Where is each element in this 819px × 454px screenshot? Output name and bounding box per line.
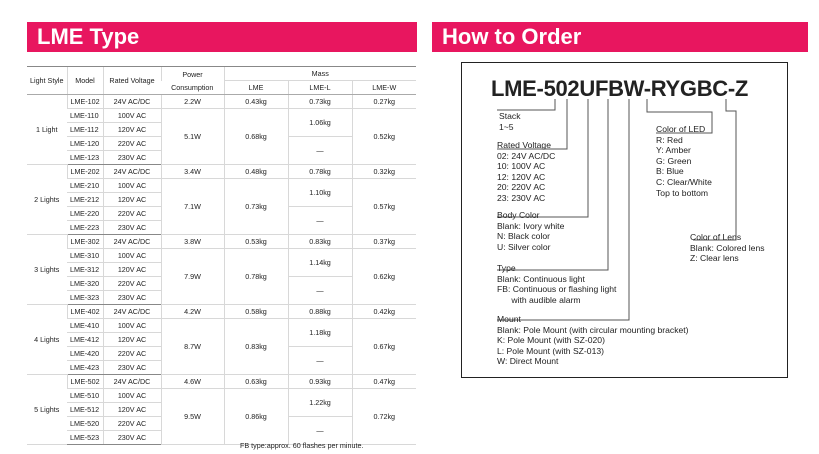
color-of-led-option: G: Green [656,155,692,166]
rated-voltage-cell: 120V AC [103,193,161,207]
mass-lme-w-cell: 0.52kg [352,109,416,165]
model-cell: LME-523 [67,431,103,445]
type-block [497,263,616,305]
model-cell: LME-110 [67,109,103,123]
mount-title: Mount [497,314,521,324]
rated-voltage-cell: 24V AC/DC [103,375,161,389]
rated-voltage-cell: 120V AC [103,123,161,137]
rated-voltage-option: 02: 24V AC/DC [497,150,556,161]
model-cell: LME-410 [67,319,103,333]
mass-lme-cell: 0.73kg [224,179,288,235]
how-to-order-banner: How to Order [432,22,808,52]
rated-voltage-cell: 100V AC [103,249,161,263]
mass-lme-l-cell: 1.22kg [288,389,352,417]
header-mass-lme-w: LME-W [352,81,416,95]
rated-voltage-cell: 230V AC [103,361,161,375]
header-model: Model [67,67,103,95]
mass-lme-l-cell: — [288,207,352,235]
rated-voltage-cell: 220V AC [103,417,161,431]
mass-lme-cell: 0.78kg [224,249,288,305]
color-of-led-option: B: Blue [656,166,684,177]
rated-voltage-title: Rated Voltage [497,140,551,150]
light-style-cell: 5 Lights [27,375,67,445]
header-mass: Mass [224,67,416,81]
body-color-option: Blank: Ivory white [497,220,565,231]
mass-lme-l-cell: 1.14kg [288,249,352,277]
model-cell: LME-310 [67,249,103,263]
model-cell: LME-223 [67,221,103,235]
rated-voltage-cell: 100V AC [103,319,161,333]
mass-lme-l-cell: 0.88kg [288,305,352,319]
light-style-cell: 4 Lights [27,305,67,375]
rated-voltage-option: 12: 120V AC [497,171,546,182]
mass-lme-l-cell: 1.06kg [288,109,352,137]
body-color-title: Body Color [497,210,540,220]
type-option: Blank: Continuous light [497,273,585,284]
rated-voltage-cell: 120V AC [103,333,161,347]
color-of-lens-option: Z: Clear lens [690,253,739,264]
rated-voltage-cell: 220V AC [103,137,161,151]
order-code: LME-502UFBW-RYGBC-Z [491,76,749,101]
mass-lme-cell: 0.86kg [224,389,288,445]
header-rated-voltage: Rated Voltage [103,67,161,95]
power-cell: 2.2W [161,95,224,109]
type-title: Type [497,263,516,273]
mass-lme-l-cell: — [288,137,352,165]
body-color-option: N: Black color [497,231,551,242]
rated-voltage-cell: 120V AC [103,403,161,417]
type-option: FB: Continuous or flashing light [497,284,617,295]
header-power-consumption-line2: Consumption [161,81,224,95]
mass-lme-cell: 0.48kg [224,165,288,179]
rated-voltage-cell: 220V AC [103,347,161,361]
type-option: with audible alarm [497,294,581,305]
mass-lme-cell: 0.83kg [224,319,288,375]
power-cell: 8.7W [161,319,224,375]
mass-lme-l-cell: 0.83kg [288,235,352,249]
mount-option: W: Direct Mount [497,356,559,367]
power-cell: 4.2W [161,305,224,319]
mass-lme-l-cell: 0.93kg [288,375,352,389]
rated-voltage-cell: 220V AC [103,277,161,291]
power-cell: 5.1W [161,109,224,165]
power-cell: 7.9W [161,249,224,305]
model-cell: LME-402 [67,305,103,319]
mass-lme-cell: 0.63kg [224,375,288,389]
rated-voltage-cell: 24V AC/DC [103,305,161,319]
mass-lme-l-cell: — [288,277,352,305]
mass-lme-w-cell: 0.47kg [352,375,416,389]
model-cell: LME-420 [67,347,103,361]
power-cell: 3.8W [161,235,224,249]
rated-voltage-cell: 230V AC [103,151,161,165]
power-cell: 4.6W [161,375,224,389]
mass-lme-l-cell: 0.73kg [288,95,352,109]
mass-lme-w-cell: 0.37kg [352,235,416,249]
rated-voltage-cell: 220V AC [103,207,161,221]
mass-lme-w-cell: 0.57kg [352,179,416,235]
lme-type-banner: LME Type [27,22,417,52]
mass-lme-l-cell: — [288,347,352,375]
color-of-led-title: Color of LED [656,124,706,134]
mass-lme-cell: 0.43kg [224,95,288,109]
rated-voltage-cell: 100V AC [103,179,161,193]
model-cell: LME-520 [67,417,103,431]
model-cell: LME-512 [67,403,103,417]
color-of-led-option: C: Clear/White [656,176,712,187]
power-cell: 9.5W [161,389,224,445]
stack-option: 1~5 [499,121,514,132]
model-cell: LME-112 [67,123,103,137]
rated-voltage-option: 20: 220V AC [497,182,546,193]
model-cell: LME-323 [67,291,103,305]
model-cell: LME-210 [67,179,103,193]
color-of-led-option: R: Red [656,134,683,145]
header-mass-lme-l: LME-L [288,81,352,95]
rated-voltage-cell: 24V AC/DC [103,235,161,249]
light-style-cell: 3 Lights [27,235,67,305]
model-cell: LME-423 [67,361,103,375]
model-cell: LME-312 [67,263,103,277]
mass-lme-w-cell: 0.42kg [352,305,416,319]
rated-voltage-cell: 24V AC/DC [103,95,161,109]
mount-option: L: Pole Mount (with SZ-013) [497,345,604,356]
footnote: FB type:approx. 60 flashes per minute. [240,441,364,450]
light-style-cell: 1 Light [27,95,67,165]
rated-voltage-cell: 100V AC [103,109,161,123]
model-cell: LME-220 [67,207,103,221]
connector-stack [497,99,555,110]
power-cell: 7.1W [161,179,224,235]
mount-option: K: Pole Mount (with SZ-020) [497,335,605,346]
model-cell: LME-202 [67,165,103,179]
color-of-led-option: Y: Amber [656,145,691,156]
color-of-led-block [656,124,712,198]
model-cell: LME-302 [67,235,103,249]
model-cell: LME-412 [67,333,103,347]
model-cell: LME-102 [67,95,103,109]
color-of-led-option: Top to bottom [656,187,709,198]
mass-lme-w-cell: 0.67kg [352,319,416,375]
mass-lme-w-cell: 0.27kg [352,95,416,109]
mass-lme-l-cell: — [288,417,352,445]
mass-lme-cell: 0.68kg [224,109,288,165]
color-of-lens-option: Blank: Colored lens [690,242,765,253]
mount-option: Blank: Pole Mount (with circular mounting bracket) [497,324,689,335]
rated-voltage-cell: 230V AC [103,291,161,305]
power-cell: 3.4W [161,165,224,179]
model-cell: LME-510 [67,389,103,403]
mass-lme-l-cell: 0.78kg [288,165,352,179]
color-of-lens-title: Color of Lens [690,232,742,242]
rated-voltage-block [497,140,555,204]
mass-lme-l-cell: 1.18kg [288,319,352,347]
body-color-option: U: Silver color [497,241,551,252]
rated-voltage-cell: 100V AC [103,389,161,403]
mass-lme-w-cell: 0.72kg [352,389,416,445]
stack-title: Stack [499,111,521,121]
body-color-block [497,210,564,252]
stack-block [499,111,521,132]
mass-lme-l-cell: 1.10kg [288,179,352,207]
mass-lme-cell: 0.53kg [224,235,288,249]
rated-voltage-cell: 230V AC [103,221,161,235]
rated-voltage-option: 10: 100V AC [497,161,546,172]
mount-block [497,314,689,367]
mass-lme-cell: 0.58kg [224,305,288,319]
rated-voltage-option: 23: 230V AC [497,192,546,203]
header-mass-lme: LME [224,81,288,95]
model-cell: LME-320 [67,277,103,291]
header-light-style: Light Style [27,67,67,95]
light-style-cell: 2 Lights [27,165,67,235]
header-power-consumption-line1: Power [161,67,224,81]
color-of-lens-block [690,232,765,264]
rated-voltage-cell: 120V AC [103,263,161,277]
model-cell: LME-123 [67,151,103,165]
rated-voltage-cell: 230V AC [103,431,161,445]
rated-voltage-cell: 24V AC/DC [103,165,161,179]
mass-lme-w-cell: 0.32kg [352,165,416,179]
model-cell: LME-212 [67,193,103,207]
mass-lme-w-cell: 0.62kg [352,249,416,305]
model-cell: LME-502 [67,375,103,389]
model-cell: LME-120 [67,137,103,151]
